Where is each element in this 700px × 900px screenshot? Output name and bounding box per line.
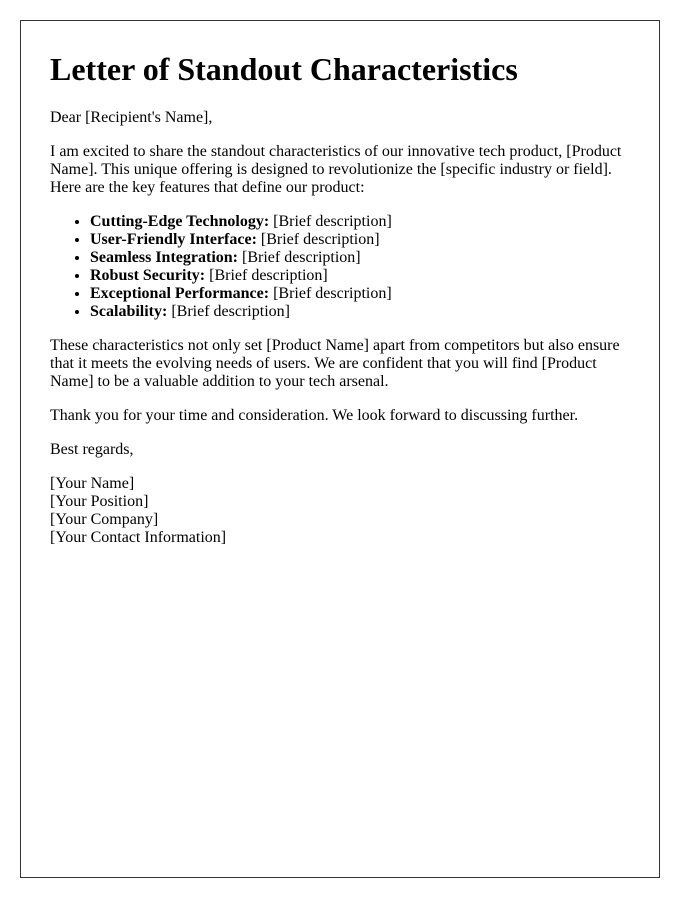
- feature-description: [Brief description]: [269, 285, 392, 302]
- feature-name: Cutting-Edge Technology:: [90, 213, 270, 230]
- list-item: [90, 213, 635, 231]
- feature-description: [Brief description]: [237, 249, 361, 266]
- feature-name: User-Friendly Interface:: [90, 231, 257, 248]
- thanks-paragraph: Thank you for your time and consideration. We look forward to discussing further.: [50, 407, 579, 424]
- feature-description: [Brief description]: [167, 303, 290, 320]
- signature-block: [50, 475, 635, 547]
- greeting: Dear [Recipient's Name],: [50, 109, 213, 126]
- letter-page: [20, 20, 660, 878]
- feature-description: [Brief description]: [256, 231, 380, 248]
- feature-description: [Brief description]: [205, 267, 328, 284]
- feature-name: Scalability:: [90, 303, 168, 320]
- list-item: [90, 303, 635, 321]
- feature-name: Seamless Integration:: [90, 249, 238, 266]
- letter-content: [50, 49, 635, 563]
- list-item: [90, 231, 635, 249]
- signature-company: [Your Company]: [50, 511, 159, 528]
- list-item: [90, 267, 635, 285]
- feature-description: [Brief description]: [269, 213, 392, 230]
- list-item: [90, 285, 635, 303]
- signature-contact: [Your Contact Information]: [50, 529, 227, 546]
- signature-name: [Your Name]: [50, 475, 135, 492]
- closing: Best regards,: [50, 441, 134, 458]
- feature-name: Exceptional Performance:: [90, 285, 270, 302]
- feature-name: Robust Security:: [90, 267, 206, 284]
- intro-paragraph: I am excited to share the standout characteristics of our innovative tech product, [Product Name]. This unique offering is designed to revolutionize the [specific industry or field]. Here are the key features that define our product:: [50, 143, 622, 196]
- signature-position: [Your Position]: [50, 493, 149, 510]
- feature-list: [50, 213, 635, 321]
- body-paragraph: These characteristics not only set [Product Name] apart from competitors but also ensure that it meets the evolving needs of users. We are confident that you will find [Product Name] to be a valuable addition to your tech arsenal.: [50, 337, 620, 390]
- letter-title: Letter of Standout Characteristics: [50, 51, 518, 87]
- list-item: [90, 249, 635, 267]
